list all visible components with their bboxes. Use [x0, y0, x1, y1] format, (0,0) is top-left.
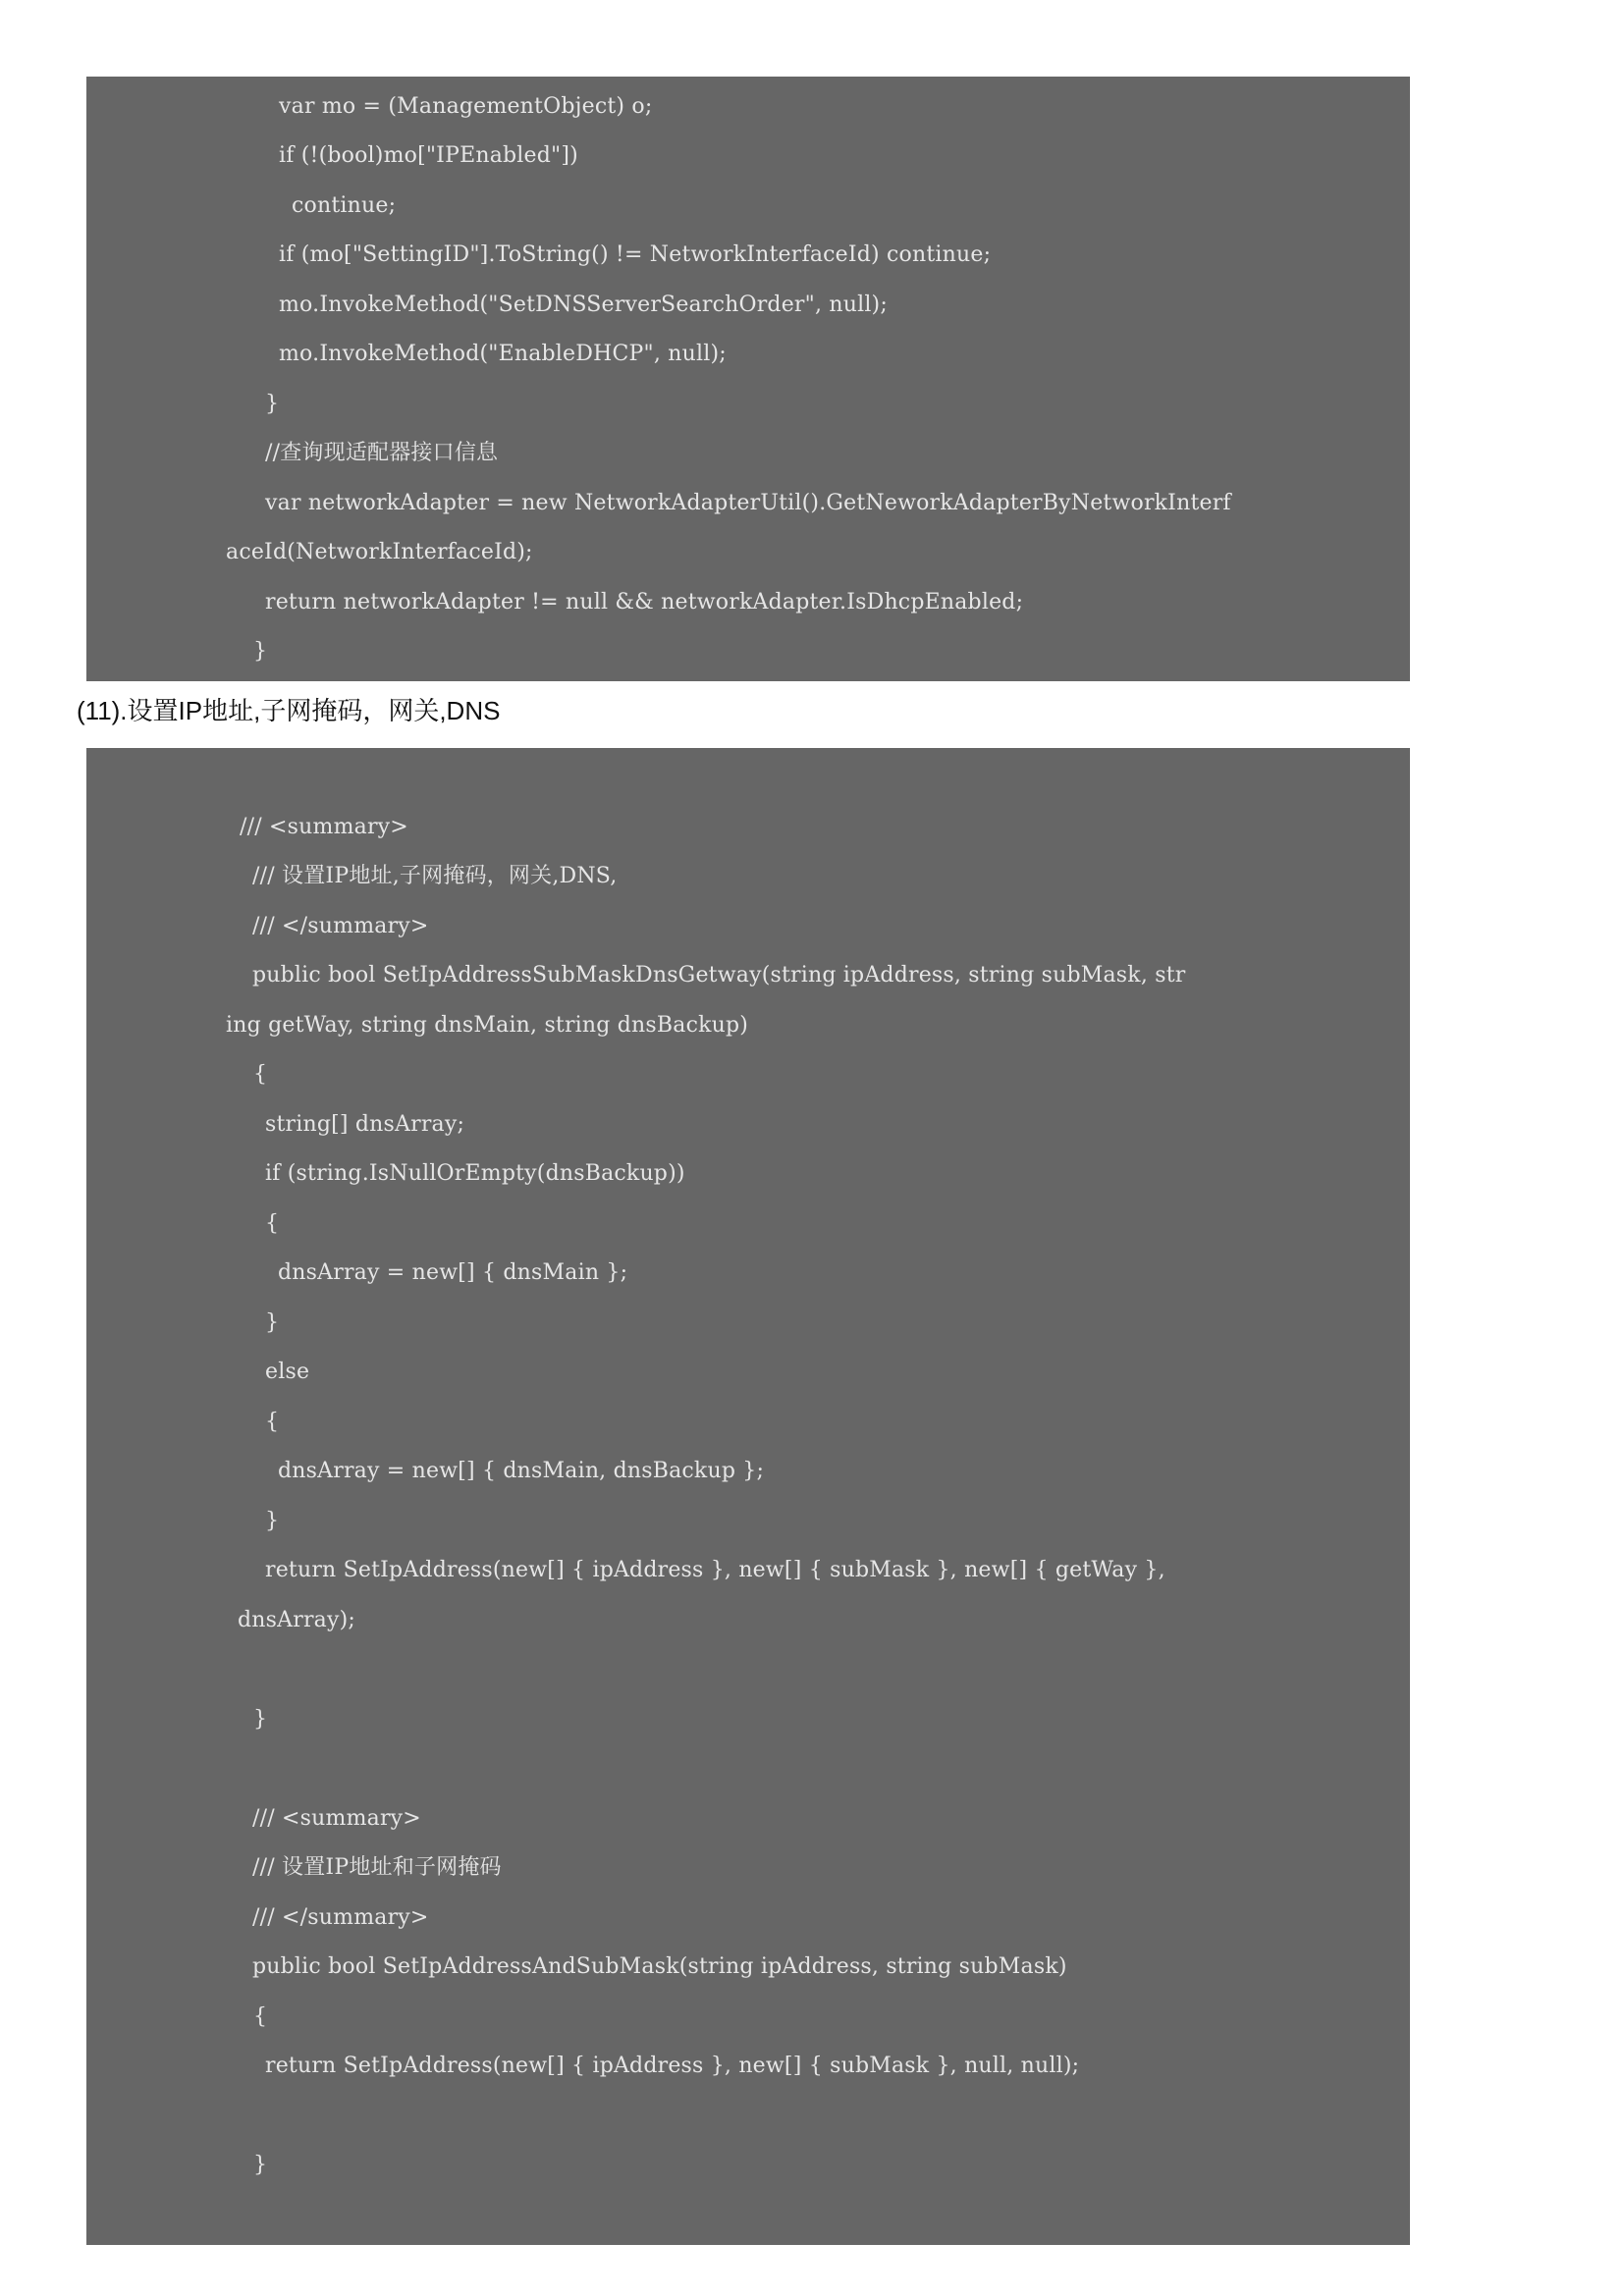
- section-heading: (11).设置IP地址,子网掩码，网关,DNS: [77, 696, 501, 725]
- code-line: }: [253, 639, 268, 664]
- code-block-set-ip: [86, 748, 1410, 2245]
- code-line: var mo = (ManagementObject) o;: [279, 94, 653, 119]
- code-comment: /// 设置IP地址和子网掩码: [252, 1855, 502, 1880]
- code-block-dhcp: [86, 77, 1410, 681]
- code-line: return SetIpAddress(new[] { ipAddress }, new[] { subMask }, null, null);: [265, 2054, 1080, 2078]
- code-line: public bool SetIpAddressAndSubMask(string ipAddress, string subMask): [252, 1954, 1067, 1979]
- code-line: if (string.IsNullOrEmpty(dnsBackup)): [265, 1161, 685, 1186]
- code-line: dnsArray = new[] { dnsMain };: [278, 1260, 628, 1285]
- code-line: aceId(NetworkInterfaceId);: [226, 540, 533, 564]
- code-line: continue;: [292, 193, 397, 218]
- code-line: {: [265, 1211, 280, 1236]
- code-line: }: [253, 1707, 268, 1732]
- code-line: mo.InvokeMethod("SetDNSServerSearchOrder", null);: [279, 293, 888, 317]
- code-line: }: [265, 1310, 280, 1335]
- code-line: var networkAdapter = new NetworkAdapterUtil().GetNeworkAdapterByNetworkInterf: [265, 491, 1231, 515]
- code-line: dnsArray = new[] { dnsMain, dnsBackup };: [278, 1459, 765, 1483]
- code-line: public bool SetIpAddressSubMaskDnsGetway(string ipAddress, string subMask, str: [252, 963, 1186, 988]
- code-line: mo.InvokeMethod("EnableDHCP", null);: [279, 342, 727, 366]
- code-line: }: [265, 1509, 280, 1533]
- code-comment: /// </summary>: [252, 914, 429, 938]
- code-line: {: [253, 1062, 268, 1087]
- code-comment: /// </summary>: [252, 1905, 429, 1930]
- code-line: return networkAdapter != null && networkAdapter.IsDhcpEnabled;: [265, 590, 1024, 614]
- code-comment: //查询现适配器接口信息: [265, 441, 499, 465]
- code-line: else: [265, 1360, 310, 1384]
- code-comment: /// 设置IP地址,子网掩码，网关,DNS,: [252, 864, 618, 888]
- code-line: string[] dnsArray;: [265, 1112, 465, 1137]
- code-line: ing getWay, string dnsMain, string dnsBackup): [226, 1013, 749, 1038]
- code-line: {: [253, 2004, 268, 2029]
- code-line: }: [265, 392, 280, 416]
- code-line: if (mo["SettingID"].ToString() != NetworkInterfaceId) continue;: [279, 242, 992, 267]
- code-line: }: [253, 2153, 268, 2177]
- code-comment: /// <summary>: [240, 815, 408, 839]
- code-comment: /// <summary>: [252, 1806, 421, 1831]
- code-line: return SetIpAddress(new[] { ipAddress }, new[] { subMask }, new[] { getWay },: [265, 1558, 1165, 1582]
- code-line: if (!(bool)mo["IPEnabled"]): [279, 143, 578, 168]
- code-line: dnsArray);: [238, 1608, 356, 1632]
- code-line: {: [265, 1410, 280, 1434]
